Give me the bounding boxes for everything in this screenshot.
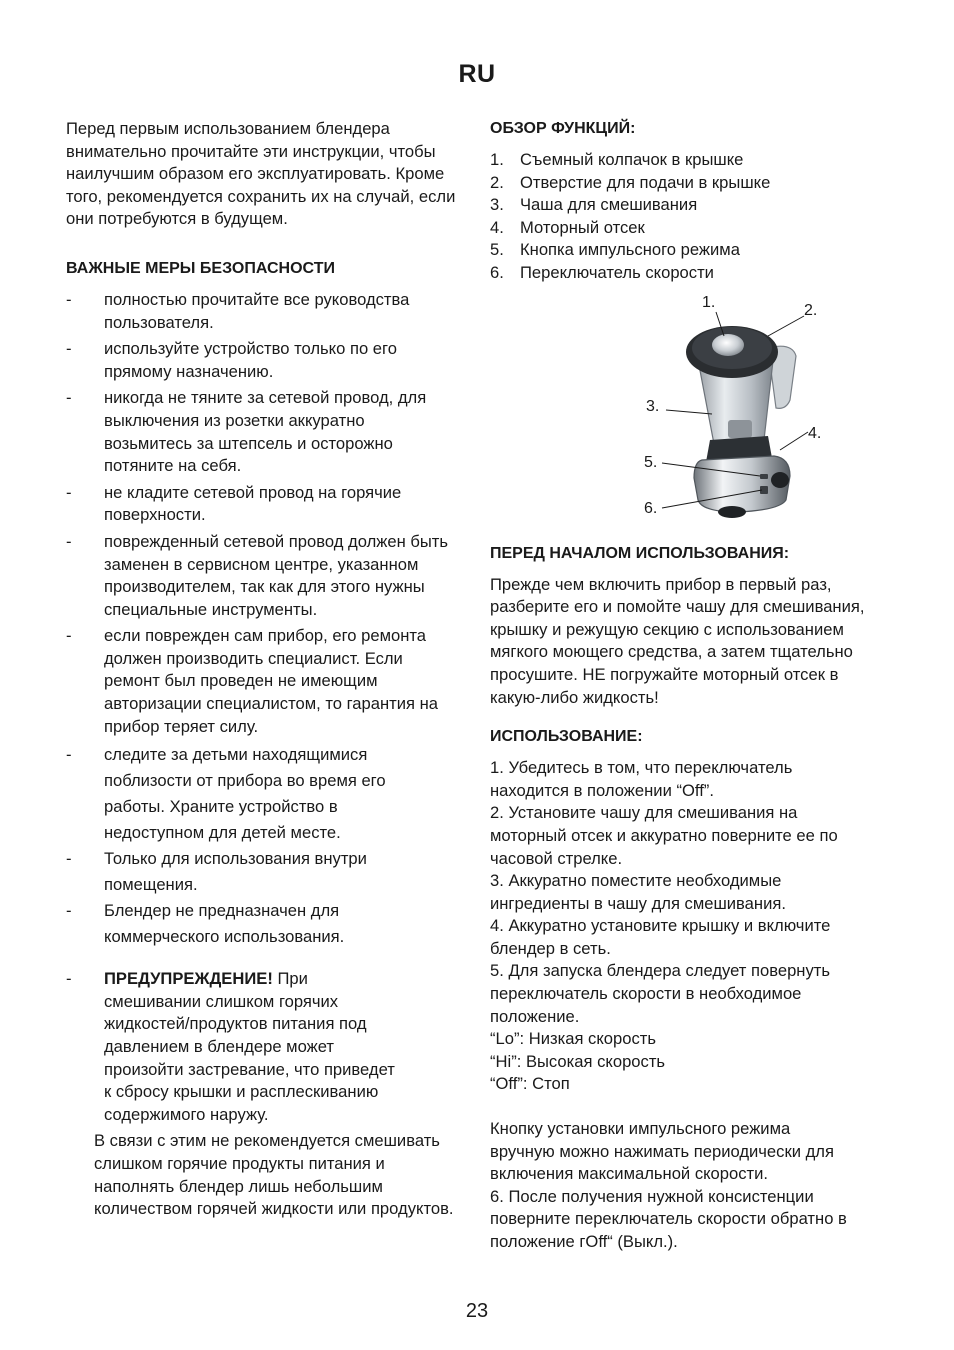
usage-line: 1. Убедитесь в том, что переключатель находится в положении “Off”. bbox=[490, 758, 793, 800]
callout-3: 3. bbox=[646, 398, 660, 415]
usage-line: 4. Аккуратно установите крышку и включите блендер в сеть. bbox=[490, 916, 831, 958]
safety-item: - не кладите сетевой провод на горячие поверхности. bbox=[66, 482, 402, 525]
before-use-heading: ПЕРЕД НАЧАЛОМ ИСПОЛЬЗОВАНИЯ: bbox=[490, 544, 790, 562]
safety-item: - Блендер не предназначен для коммерческого использования. bbox=[66, 901, 345, 947]
function-item: 5. Кнопка импульсного режима bbox=[490, 240, 740, 260]
safety-heading: ВАЖНЫЕ МЕРЫ БЕЗОПАСНОСТИ bbox=[66, 259, 335, 277]
function-item: 2. Отверстие для подачи в крышке bbox=[490, 172, 771, 192]
callout-6: 6. bbox=[644, 500, 658, 517]
safety-item: - Только для использования внутри помещения. bbox=[66, 849, 367, 895]
before-use-text: Прежде чем включить прибор в первый раз, разберите его и помойте чашу для смешивания, крышку и режущую секцию с использованием мягкого моющего средства, а затем тщательно просушите. НЕ погружайте моторный отсек в какую-либо жидкость! bbox=[490, 574, 865, 707]
safety-item: - никогда не тяните за сетевой провод, для выключения из розетки аккуратно возьмитесь за штепсель и осторожно потяните на себя. bbox=[66, 388, 427, 476]
safety-item: - если поврежден сам прибор, его ремонта должен производить специалист. Если ремонт был проведен не имеющим авторизации специалистом, то гарантия на прибор теряет силу. bbox=[66, 626, 438, 736]
usage-line: “Lo”: Низкая скорость bbox=[490, 1029, 657, 1049]
intro-paragraph: Перед первым использованием блендера внимательно прочитайте эти инструкции, чтобы наилучшим образом его эксплуатировать. Кроме того, рекомендуется сохранить их на случай, если они потребуются в будущем. bbox=[66, 119, 456, 229]
callout-1: 1. bbox=[702, 294, 716, 311]
right-column bbox=[490, 118, 910, 1254]
blade-hub bbox=[728, 420, 752, 438]
warning-text: При смешивании слишком горячих жидкостей/продуктов питания под давлением в блендере может произойти застревание, что приведет к сбросу крышки и расплескиванию содержимого наружу. bbox=[104, 969, 395, 1124]
pulse-button bbox=[760, 474, 768, 479]
page-number: 23 bbox=[465, 1300, 489, 1322]
callout-2: 2. bbox=[804, 302, 818, 319]
usage-heading: ИСПОЛЬЗОВАНИЕ: bbox=[490, 728, 643, 746]
usage-step-6: 6. После получения нужной консистенции поверните переключатель скорости обратно в положение гOff“ (Выкл.). bbox=[490, 1186, 847, 1251]
safety-list bbox=[66, 289, 466, 950]
safety-item: - используйте устройство только по его прямому назначению. bbox=[66, 339, 397, 381]
usage-line: 5. Для запуска блендера следует повернуть переключатель скорости в необходимое положение. bbox=[490, 961, 831, 1026]
blender-figure bbox=[640, 290, 830, 522]
safety-item: - следите за детьми находящимися поблизости от прибора во время его работы. Храните устройство в недоступном для детей месте. bbox=[66, 745, 386, 843]
usage-line: 3. Аккуратно поместите необходимые ингредиенты в чашу для смешивания. bbox=[490, 871, 786, 913]
callout-4: 4. bbox=[808, 425, 822, 442]
callout-5: 5. bbox=[644, 454, 658, 471]
function-item: 6. Переключатель скорости bbox=[490, 262, 714, 282]
warning-block: - ПРЕДУПРЕЖДЕНИЕ! При смешивании слишком горячих жидкостей/продуктов питания под давлением в блендере может произойти застревание, что приведет к сбросу крышки и расплескиванию содержимого наружу. bbox=[66, 969, 395, 1124]
safety-item: - поврежденный сетевой провод должен быть заменен в сервисном центре, указанном производителем, так как для этого нужны специальные инструменты. bbox=[66, 531, 449, 619]
page-language-header: RU bbox=[458, 60, 496, 88]
usage-line: “Hi”: Высокая скорость bbox=[490, 1051, 666, 1071]
usage-line: “Off”: Стоп bbox=[490, 1074, 570, 1094]
usage-steps bbox=[490, 757, 840, 1096]
left-column bbox=[66, 118, 466, 1221]
functions-list bbox=[490, 149, 910, 285]
function-item: 3. Чаша для смешивания bbox=[490, 195, 698, 215]
function-item: 1. Съемный колпачок в крышке bbox=[490, 150, 744, 169]
safety-item: - полностью прочитайте все руководства пользователя. bbox=[66, 289, 410, 332]
warning-label: ПРЕДУПРЕЖДЕНИЕ! bbox=[104, 969, 273, 989]
functions-heading: ОБЗОР ФУНКЦИЙ: bbox=[490, 120, 636, 137]
function-item: 4. Моторный отсек bbox=[490, 217, 645, 237]
pulse-text: Кнопку установки импульсного режима вручную можно нажимать периодически для включения максимальной скорости. bbox=[490, 1119, 834, 1184]
usage-line: 2. Установите чашу для смешивания на моторный отсек и аккуратно поверните ее по часовой стрелке. bbox=[490, 803, 838, 868]
warning-text-continued: В связи с этим не рекомендуется смешивать слишком горячие продукты питания и наполнять блендер лишь небольшим количеством горячей жидкости или продуктов. bbox=[94, 1131, 454, 1219]
blender-illustration bbox=[640, 290, 830, 522]
